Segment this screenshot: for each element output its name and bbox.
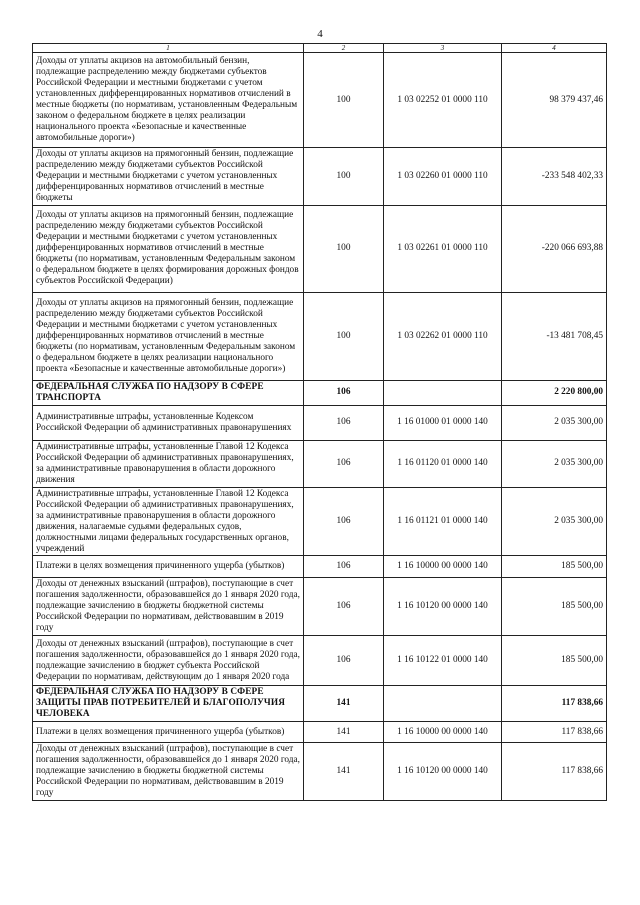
row-admin-code: 106 bbox=[304, 578, 384, 636]
row-revenue-code: 1 16 10000 00 0000 140 bbox=[384, 722, 502, 743]
section-row bbox=[33, 380, 607, 405]
row-revenue-code: 1 03 02262 01 0000 110 bbox=[384, 292, 502, 380]
table-row bbox=[33, 148, 607, 206]
row-admin-code: 106 bbox=[304, 487, 384, 556]
row-revenue-code: 1 03 02261 01 0000 110 bbox=[384, 205, 502, 292]
row-description: Доходы от уплаты акцизов на прямогонный бензин, подлежащие распределению между бюджетами субъектов Российской Федерации и местными бюджетами с учетом установленных дифференцированных нормативов отчислений в местные бюджеты (по нормативам, установленным Федеральным законом о федеральном бюджете в целях формирования дорожных фондов субъектов Российской Федерации) bbox=[33, 205, 304, 292]
table-row bbox=[33, 440, 607, 487]
row-revenue-code: 1 16 10120 00 0000 140 bbox=[384, 743, 502, 801]
row-description: ФЕДЕРАЛЬНАЯ СЛУЖБА ПО НАДЗОРУ В СФЕРЕ ЗАЩИТЫ ПРАВ ПОТРЕБИТЕЛЕЙ И БЛАГОПОЛУЧИЯ ЧЕЛОВЕКА bbox=[33, 686, 304, 722]
column-number: 4 bbox=[502, 44, 607, 53]
row-revenue-code: 1 16 01120 01 0000 140 bbox=[384, 440, 502, 487]
row-revenue-code: 1 16 01121 01 0000 140 bbox=[384, 487, 502, 556]
row-description: Доходы от уплаты акцизов на прямогонный бензин, подлежащие распределению между бюджетами субъектов Российской Федерации и местными бюджетами с учетом установленных дифференцированных нормативов отчислений в местные бюджеты (по нормативам, установленным Федеральным законом о федеральном бюджете в целях реализации национального проекта «Безопасные и качественные автомобильные дороги») bbox=[33, 292, 304, 380]
row-admin-code: 106 bbox=[304, 440, 384, 487]
row-revenue-code: 1 16 10120 00 0000 140 bbox=[384, 578, 502, 636]
row-admin-code: 141 bbox=[304, 686, 384, 722]
row-amount: 98 379 437,46 bbox=[502, 53, 607, 148]
row-description: Доходы от уплаты акцизов на прямогонный бензин, подлежащие распределению между бюджетами субъектов Российской Федерации и местными бюджетами с учетом установленных дифференцированных нормативов отчислений в местные бюджеты bbox=[33, 148, 304, 206]
row-description: Административные штрафы, установленные Главой 12 Кодекса Российской Федерации об административных правонарушениях, за административные правонарушения в области дорожного движения, налагаемые судьями федеральных судов, должностными лицами федеральных государственных органов, учреждений bbox=[33, 487, 304, 556]
row-admin-code: 100 bbox=[304, 148, 384, 206]
column-number-row bbox=[33, 44, 607, 53]
row-admin-code: 100 bbox=[304, 205, 384, 292]
row-amount: 2 035 300,00 bbox=[502, 487, 607, 556]
table-row bbox=[33, 636, 607, 686]
column-number: 1 bbox=[33, 44, 304, 53]
table-row bbox=[33, 722, 607, 743]
row-description: Административные штрафы, установленные Главой 12 Кодекса Российской Федерации об административных правонарушениях, за административные правонарушения в области дорожного движения bbox=[33, 440, 304, 487]
row-revenue-code: 1 03 02252 01 0000 110 bbox=[384, 53, 502, 148]
row-description: ФЕДЕРАЛЬНАЯ СЛУЖБА ПО НАДЗОРУ В СФЕРЕ ТРАНСПОРТА bbox=[33, 380, 304, 405]
row-revenue-code: 1 16 10122 01 0000 140 bbox=[384, 636, 502, 686]
row-amount: -13 481 708,45 bbox=[502, 292, 607, 380]
row-amount: 117 838,66 bbox=[502, 722, 607, 743]
row-admin-code: 141 bbox=[304, 722, 384, 743]
row-description: Доходы от уплаты акцизов на автомобильный бензин, подлежащие распределению между бюджетами субъектов Российской Федерации и местными бюджетами с учетом установленных дифференцированных нормативов отчислений в местные бюджеты (по нормативам, установленным Федеральным законом о федеральном бюджете в целях реализации национального проекта «Безопасные и качественные автомобильные дороги») bbox=[33, 53, 304, 148]
row-amount: 185 500,00 bbox=[502, 578, 607, 636]
row-amount: 185 500,00 bbox=[502, 636, 607, 686]
row-amount: 2 035 300,00 bbox=[502, 440, 607, 487]
row-description: Доходы от денежных взысканий (штрафов), поступающие в счет погашения задолженности, образовавшейся до 1 января 2020 года, подлежащие зачислению в бюджет субъекта Российской Федерации по нормативам, действующим до 1 января 2020 года bbox=[33, 636, 304, 686]
column-number: 3 bbox=[384, 44, 502, 53]
row-description: Административные штрафы, установленные Кодексом Российской Федерации об административных правонарушениях bbox=[33, 405, 304, 440]
column-number: 2 bbox=[304, 44, 384, 53]
row-revenue-code: 1 16 01000 01 0000 140 bbox=[384, 405, 502, 440]
row-revenue-code: 1 16 10000 00 0000 140 bbox=[384, 556, 502, 578]
row-amount: 117 838,66 bbox=[502, 743, 607, 801]
row-amount: 185 500,00 bbox=[502, 556, 607, 578]
row-admin-code: 106 bbox=[304, 380, 384, 405]
row-amount: 2 220 800,00 bbox=[502, 380, 607, 405]
table-row bbox=[33, 292, 607, 380]
row-description: Доходы от денежных взысканий (штрафов), поступающие в счет погашения задолженности, образовавшейся до 1 января 2020 года, подлежащие зачислению в бюджеты бюджетной системы Российской Федерации по нормативам, действовавшим в 2019 году bbox=[33, 743, 304, 801]
row-amount: -233 548 402,33 bbox=[502, 148, 607, 206]
row-amount: 117 838,66 bbox=[502, 686, 607, 722]
row-revenue-code bbox=[384, 686, 502, 722]
row-description: Платежи в целях возмещения причиненного ущерба (убытков) bbox=[33, 722, 304, 743]
row-admin-code: 106 bbox=[304, 405, 384, 440]
table-row bbox=[33, 487, 607, 556]
row-admin-code: 106 bbox=[304, 636, 384, 686]
row-amount: -220 066 693,88 bbox=[502, 205, 607, 292]
row-admin-code: 100 bbox=[304, 53, 384, 148]
revenue-table bbox=[32, 43, 607, 801]
row-description: Доходы от денежных взысканий (штрафов), поступающие в счет погашения задолженности, образовавшейся до 1 января 2020 года, подлежащие зачислению в бюджеты бюджетной системы Российской Федерации по нормативам, действовавшим в 2019 году bbox=[33, 578, 304, 636]
row-admin-code: 106 bbox=[304, 556, 384, 578]
page-number: 4 bbox=[317, 28, 323, 40]
table-row bbox=[33, 578, 607, 636]
row-amount: 2 035 300,00 bbox=[502, 405, 607, 440]
table-row bbox=[33, 205, 607, 292]
row-revenue-code bbox=[384, 380, 502, 405]
section-row bbox=[33, 686, 607, 722]
row-revenue-code: 1 03 02260 01 0000 110 bbox=[384, 148, 502, 206]
table-row bbox=[33, 53, 607, 148]
table-row bbox=[33, 556, 607, 578]
row-admin-code: 100 bbox=[304, 292, 384, 380]
table-row bbox=[33, 405, 607, 440]
table-row bbox=[33, 743, 607, 801]
row-description: Платежи в целях возмещения причиненного ущерба (убытков) bbox=[33, 556, 304, 578]
row-admin-code: 141 bbox=[304, 743, 384, 801]
